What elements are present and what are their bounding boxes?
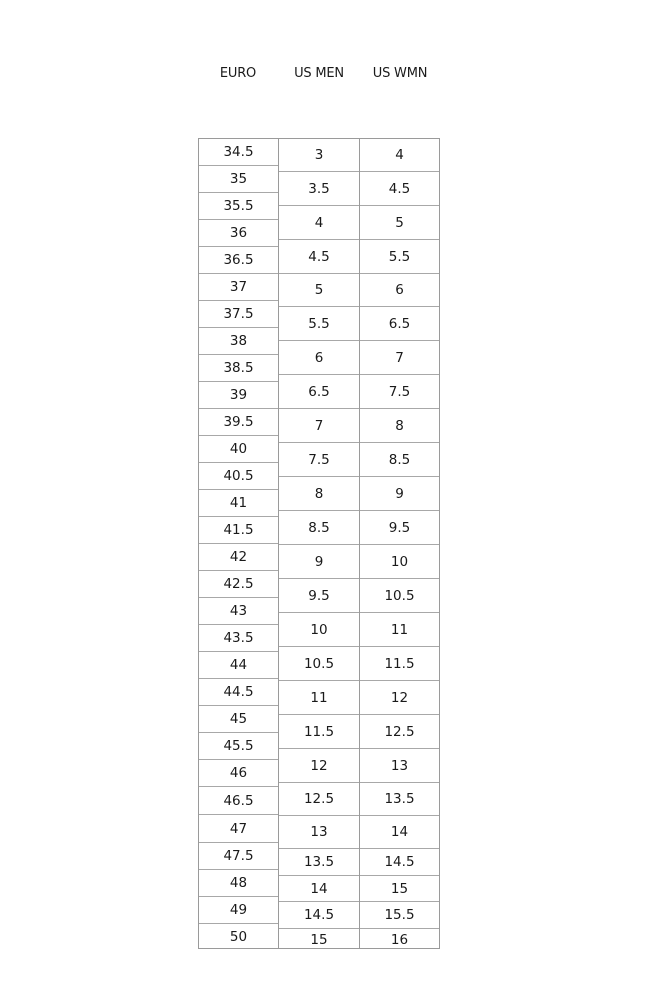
us-wmn-size-cell: 12	[360, 681, 439, 715]
header-euro: EURO	[219, 66, 257, 81]
us-men-size-cell: 4.5	[279, 240, 359, 274]
us-wmn-size-cell: 4	[360, 139, 439, 172]
us-men-size-cell: 7.5	[279, 443, 359, 477]
us-men-size-cell: 5	[279, 274, 359, 307]
us-men-size-column	[279, 138, 360, 949]
us-wmn-size-cell: 10	[360, 545, 439, 579]
euro-size-cell: 44.5	[199, 679, 278, 706]
us-men-size-cell: 13	[279, 816, 359, 849]
us-wmn-size-column	[359, 138, 440, 949]
euro-size-cell: 38	[199, 328, 278, 355]
us-wmn-size-cell: 7.5	[360, 375, 439, 409]
euro-size-cell: 45.5	[199, 733, 278, 760]
euro-size-cell: 44	[199, 652, 278, 679]
euro-size-cell: 35.5	[199, 193, 278, 220]
us-wmn-size-cell: 9.5	[360, 511, 439, 545]
us-men-size-cell: 12.5	[279, 783, 359, 816]
euro-size-cell: 37	[199, 274, 278, 301]
us-wmn-size-cell: 4.5	[360, 172, 439, 206]
us-men-size-cell: 9	[279, 545, 359, 579]
us-men-size-cell: 13.5	[279, 849, 359, 876]
euro-size-cell: 50	[229, 929, 248, 945]
euro-size-cell: 41	[199, 490, 278, 517]
euro-size-cell: 47.5	[199, 843, 278, 870]
us-wmn-size-cell: 8	[360, 409, 439, 443]
euro-size-cell: 46	[199, 760, 278, 787]
us-men-size-cell: 14	[279, 876, 359, 902]
us-men-size-cell: 10	[279, 613, 359, 647]
euro-size-cell: 47	[199, 815, 278, 843]
euro-size-cell: 45	[199, 706, 278, 733]
us-wmn-size-cell: 9	[360, 477, 439, 511]
euro-size-cell: 38.5	[199, 355, 278, 382]
us-men-size-cell: 5.5	[279, 307, 359, 341]
us-men-size-cell: 4	[279, 206, 359, 240]
euro-size-cell: 35	[199, 166, 278, 193]
euro-size-cell: 39	[199, 382, 278, 409]
euro-size-cell: 41.5	[199, 517, 278, 544]
euro-size-cell: 40	[199, 436, 278, 463]
us-wmn-size-cell: 8.5	[360, 443, 439, 477]
us-men-size-cell: 8	[279, 477, 359, 511]
us-men-size-cell: 11.5	[279, 715, 359, 749]
euro-size-cell: 43.5	[199, 625, 278, 652]
euro-size-cell: 36	[199, 220, 278, 247]
header-us-men: US MEN	[294, 66, 344, 81]
us-wmn-size-cell: 6	[360, 274, 439, 307]
us-wmn-size-cell: 6.5	[360, 307, 439, 341]
us-men-size-cell: 7	[279, 409, 359, 443]
us-wmn-size-cell: 13	[360, 749, 439, 783]
us-men-size-cell: 3	[279, 139, 359, 172]
us-wmn-size-cell: 16	[390, 931, 409, 948]
us-wmn-size-cell: 11.5	[360, 647, 439, 681]
us-men-size-cell: 10.5	[279, 647, 359, 681]
euro-size-cell: 42	[199, 544, 278, 571]
euro-size-cell: 34.5	[199, 139, 278, 166]
us-wmn-size-cell: 5	[360, 206, 439, 240]
us-men-size-cell: 9.5	[279, 579, 359, 613]
euro-size-cell: 39.5	[199, 409, 278, 436]
header-us-wmn: US WMN	[372, 66, 428, 81]
us-wmn-size-cell: 7	[360, 341, 439, 375]
us-wmn-size-cell: 14.5	[360, 849, 439, 876]
euro-size-cell: 46.5	[199, 787, 278, 815]
us-men-size-cell: 6	[279, 341, 359, 375]
us-wmn-size-cell: 11	[360, 613, 439, 647]
euro-size-cell: 49	[199, 897, 278, 924]
us-wmn-size-cell: 15	[360, 876, 439, 902]
euro-size-cell: 36.5	[199, 247, 278, 274]
us-wmn-size-cell: 15.5	[360, 902, 439, 929]
us-wmn-size-cell: 14	[360, 816, 439, 849]
euro-size-cell: 43	[199, 598, 278, 625]
us-men-size-cell: 3.5	[279, 172, 359, 206]
euro-size-column	[198, 138, 279, 949]
us-men-size-cell: 11	[279, 681, 359, 715]
euro-size-cell: 42.5	[199, 571, 278, 598]
us-men-size-cell: 14.5	[279, 902, 359, 929]
us-wmn-size-cell: 10.5	[360, 579, 439, 613]
euro-size-cell: 48	[199, 870, 278, 897]
us-men-size-cell: 6.5	[279, 375, 359, 409]
us-men-size-cell: 12	[279, 749, 359, 783]
euro-size-cell: 40.5	[199, 463, 278, 490]
us-wmn-size-cell: 12.5	[360, 715, 439, 749]
euro-size-cell: 37.5	[199, 301, 278, 328]
us-men-size-cell: 8.5	[279, 511, 359, 545]
us-wmn-size-cell: 5.5	[360, 240, 439, 274]
us-wmn-size-cell: 13.5	[360, 783, 439, 816]
us-men-size-cell: 15	[310, 931, 328, 948]
